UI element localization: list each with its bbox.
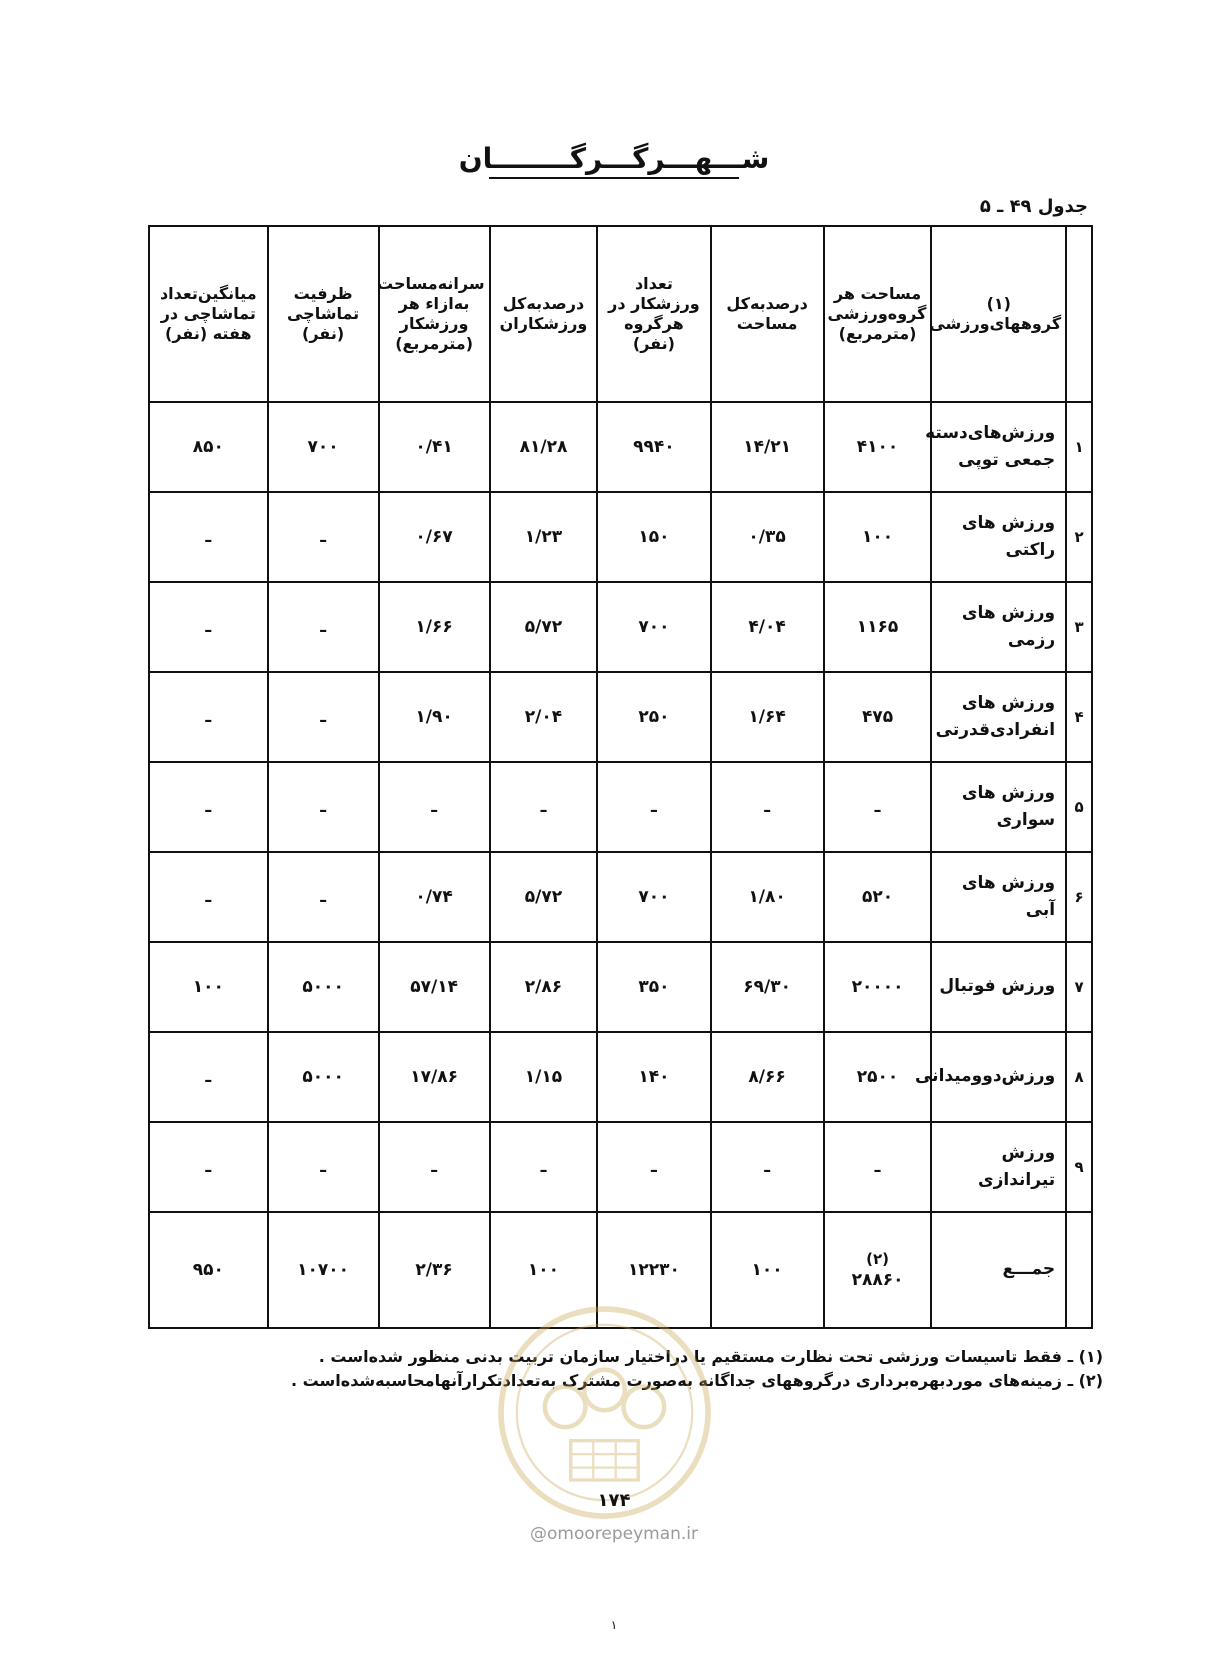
spectators-cell: ـ bbox=[149, 762, 268, 852]
capacity-cell: ـ bbox=[268, 582, 379, 672]
footnote-1: (۱) ـ فقط تاسیسات ورزشی تحت نظارت مستقیم یا دراختیار سازمان تربیت بدنی منظور شده‌است . bbox=[318, 1347, 1103, 1366]
capacity-cell: ـ bbox=[268, 852, 379, 942]
athletes-cell: ۹۹۴۰ bbox=[597, 402, 710, 492]
header-athletes: تعداد ورزشکار در هرگروه (نفر) bbox=[597, 226, 710, 402]
header-area-percent: درصدبه‌کل مساحت bbox=[711, 226, 824, 402]
per-capita-cell: ۱۷/۸۶ bbox=[379, 1032, 490, 1122]
table-row bbox=[149, 852, 1092, 942]
row-number: ۲ bbox=[1066, 492, 1092, 582]
group-cell: ورزش فوتبال bbox=[931, 942, 1066, 1032]
capacity-cell: ۷۰۰ bbox=[268, 402, 379, 492]
athletes-percent-cell: ۵/۷۲ bbox=[490, 582, 598, 672]
spectators-cell: ـ bbox=[149, 672, 268, 762]
total-spectators-cell: ۹۵۰ bbox=[149, 1212, 268, 1328]
header-per-capita: سرانه‌مساحت به‌ازاء هر ورزشکار (مترمربع) bbox=[379, 226, 490, 402]
page-title: شـــهـــرگـــرگــــــــان bbox=[0, 142, 1228, 179]
area-percent-cell: ـ bbox=[711, 1122, 824, 1212]
table-row bbox=[149, 492, 1092, 582]
group-cell: ورزش‌دوومیدانی bbox=[931, 1032, 1066, 1122]
area-percent-cell: ۱/۶۴ bbox=[711, 672, 824, 762]
area-cell: ـ bbox=[824, 762, 932, 852]
per-capita-cell: ۰/۶۷ bbox=[379, 492, 490, 582]
row-number: ۷ bbox=[1066, 942, 1092, 1032]
capacity-cell: ۵۰۰۰ bbox=[268, 1032, 379, 1122]
header-athletes-percent: درصدبه‌کل ورزشکاران bbox=[490, 226, 598, 402]
header-row-number bbox=[1066, 226, 1092, 402]
spectators-cell: ـ bbox=[149, 1032, 268, 1122]
table-row bbox=[149, 762, 1092, 852]
area-cell: ۱۱۶۵ bbox=[824, 582, 932, 672]
athletes-percent-cell: ـ bbox=[490, 1122, 598, 1212]
area-cell: ـ bbox=[824, 1122, 932, 1212]
table-row bbox=[149, 942, 1092, 1032]
spectators-cell: ۸۵۰ bbox=[149, 402, 268, 492]
athletes-percent-cell: ۲/۸۶ bbox=[490, 942, 598, 1032]
per-capita-cell: ۰/۴۱ bbox=[379, 402, 490, 492]
athletes-percent-cell: ۲/۰۴ bbox=[490, 672, 598, 762]
group-cell: ورزش های راکتی bbox=[931, 492, 1066, 582]
total-per-capita-cell: ۲/۳۶ bbox=[379, 1212, 490, 1328]
table-row bbox=[149, 1032, 1092, 1122]
table-row bbox=[149, 1122, 1092, 1212]
header-spectators: میانگین‌تعداد تماشاچی در هفته (نفر) bbox=[149, 226, 268, 402]
per-capita-cell: ـ bbox=[379, 1122, 490, 1212]
table-header-row bbox=[149, 226, 1092, 402]
athletes-percent-cell: ۱/۲۳ bbox=[490, 492, 598, 582]
area-percent-cell: ۱۴/۲۱ bbox=[711, 402, 824, 492]
page-number: ۱۷۴ bbox=[597, 1490, 631, 1511]
capacity-cell: ـ bbox=[268, 762, 379, 852]
area-cell: ۲۵۰۰ bbox=[824, 1032, 932, 1122]
area-percent-cell: ۶۹/۳۰ bbox=[711, 942, 824, 1032]
per-capita-cell: ـ bbox=[379, 762, 490, 852]
row-number: ۶ bbox=[1066, 852, 1092, 942]
row-number bbox=[1066, 1212, 1092, 1328]
capacity-cell: ـ bbox=[268, 672, 379, 762]
area-cell: ۴۱۰۰ bbox=[824, 402, 932, 492]
total-label: جمـــع bbox=[931, 1212, 1066, 1328]
spectators-cell: ـ bbox=[149, 1122, 268, 1212]
group-cell: ورزش های رزمی bbox=[931, 582, 1066, 672]
group-cell: ورزش های سواری bbox=[931, 762, 1066, 852]
group-cell: ورزش های آبی bbox=[931, 852, 1066, 942]
athletes-cell: ۱۵۰ bbox=[597, 492, 710, 582]
total-area-percent-cell: ۱۰۰ bbox=[711, 1212, 824, 1328]
capacity-cell: ـ bbox=[268, 492, 379, 582]
spectators-cell: ـ bbox=[149, 852, 268, 942]
athletes-cell: ـ bbox=[597, 762, 710, 852]
area-percent-cell: ۰/۳۵ bbox=[711, 492, 824, 582]
area-percent-cell: ۴/۰۴ bbox=[711, 582, 824, 672]
area-percent-cell: ۱/۸۰ bbox=[711, 852, 824, 942]
area-cell: ۵۲۰ bbox=[824, 852, 932, 942]
athletes-percent-cell: ۸۱/۲۸ bbox=[490, 402, 598, 492]
group-cell: ورزش های انفرادی‌قدرتی bbox=[931, 672, 1066, 762]
row-number: ۵ bbox=[1066, 762, 1092, 852]
table-row bbox=[149, 672, 1092, 762]
capacity-cell: ۵۰۰۰ bbox=[268, 942, 379, 1032]
total-area-value: ۲۸۸۶۰ bbox=[851, 1270, 904, 1290]
sports-facilities-table bbox=[148, 225, 1093, 1329]
total-capacity-cell: ۱۰۷۰۰ bbox=[268, 1212, 379, 1328]
athletes-cell: ۳۵۰ bbox=[597, 942, 710, 1032]
page-foot-mark: ۱ bbox=[610, 1618, 618, 1632]
athletes-cell: ۷۰۰ bbox=[597, 582, 710, 672]
per-capita-cell: ۵۷/۱۴ bbox=[379, 942, 490, 1032]
row-number: ۹ bbox=[1066, 1122, 1092, 1212]
watermark-url: @omoorepeyman.ir bbox=[529, 1524, 699, 1544]
athletes-percent-cell: ـ bbox=[490, 762, 598, 852]
athletes-cell: ۱۴۰ bbox=[597, 1032, 710, 1122]
athletes-cell: ۷۰۰ bbox=[597, 852, 710, 942]
per-capita-cell: ۰/۷۴ bbox=[379, 852, 490, 942]
area-percent-cell: ـ bbox=[711, 762, 824, 852]
area-percent-cell: ۸/۶۶ bbox=[711, 1032, 824, 1122]
footnote-2: (۲) ـ زمینه‌های موردبهره‌برداری درگروههای جداگانه به‌صورت مشترک به‌تعدادتکرارآنهامحاسبه‌شده‌است . bbox=[290, 1371, 1103, 1390]
row-number: ۴ bbox=[1066, 672, 1092, 762]
athletes-cell: ۲۵۰ bbox=[597, 672, 710, 762]
group-cell: ورزش‌های‌دسته جمعی توپی bbox=[931, 402, 1066, 492]
total-athletes-percent-cell: ۱۰۰ bbox=[490, 1212, 598, 1328]
athletes-percent-cell: ۱/۱۵ bbox=[490, 1032, 598, 1122]
table-caption: جدول ۴۹ ـ ۵ bbox=[979, 196, 1088, 217]
table-row bbox=[149, 582, 1092, 672]
table-row bbox=[149, 402, 1092, 492]
group-cell: ورزش تیراندازی bbox=[931, 1122, 1066, 1212]
row-number: ۱ bbox=[1066, 402, 1092, 492]
spectators-cell: ـ bbox=[149, 492, 268, 582]
area-cell: ۱۰۰ bbox=[824, 492, 932, 582]
row-number: ۸ bbox=[1066, 1032, 1092, 1122]
header-group: (۱) گروههای‌ورزشی bbox=[931, 226, 1066, 402]
athletes-percent-cell: ۵/۷۲ bbox=[490, 852, 598, 942]
footnote-marker: (۲) bbox=[866, 1250, 889, 1268]
capacity-cell: ـ bbox=[268, 1122, 379, 1212]
header-area: مساحت هر گروه‌ورزشی (مترمربع) bbox=[824, 226, 932, 402]
per-capita-cell: ۱/۶۶ bbox=[379, 582, 490, 672]
total-area-cell bbox=[824, 1212, 932, 1328]
area-cell: ۲۰۰۰۰ bbox=[824, 942, 932, 1032]
athletes-cell: ـ bbox=[597, 1122, 710, 1212]
per-capita-cell: ۱/۹۰ bbox=[379, 672, 490, 762]
total-athletes-cell: ۱۲۲۳۰ bbox=[597, 1212, 710, 1328]
row-number: ۳ bbox=[1066, 582, 1092, 672]
spectators-cell: ـ bbox=[149, 582, 268, 672]
area-cell: ۴۷۵ bbox=[824, 672, 932, 762]
spectators-cell: ۱۰۰ bbox=[149, 942, 268, 1032]
header-capacity: ظرفیت تماشاچی (نفر) bbox=[268, 226, 379, 402]
